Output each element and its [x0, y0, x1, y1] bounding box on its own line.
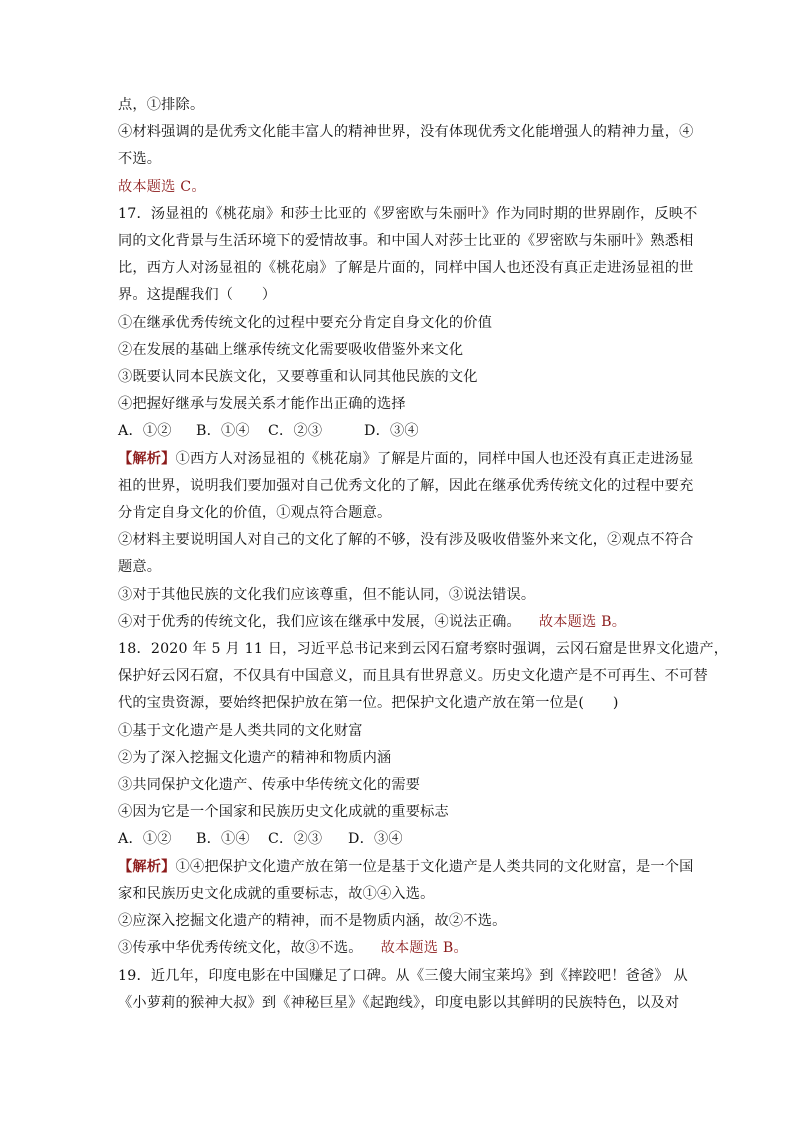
question-18-stem: 代的宝贵资源，要始终把保护放在第一位。把保护文化遗产放在第一位是( )	[118, 695, 619, 712]
question-18-statement: ②为了深入挖掘文化遗产的精神和物质内涵	[118, 749, 392, 766]
analysis-17-line: ③对于其他民族的文化我们应该尊重，但不能认同，③说法错误。	[118, 586, 536, 603]
analysis-18-line	[118, 854, 694, 881]
question-18-stem: 18．2020 年 5 月 11 日，习近平总书记来到云冈石窟考察时强调，云冈石窟是世界文化遗产，	[118, 641, 729, 658]
analysis-text: ①④把保护文化遗产放在第一位是基于文化遗产是人类共同的文化财富，是一个国	[175, 858, 694, 875]
question-17-statement: ④把握好继承与发展关系才能作出正确的选择	[118, 396, 406, 413]
analysis-18-line	[118, 935, 680, 962]
text-line: 不选。	[118, 151, 162, 168]
option-c: C．②③	[268, 423, 323, 440]
question-17-statement: ③既要认同本民族文化，又要尊重和认同其他民族的文化	[118, 369, 478, 386]
question-17-stem: 界。这提醒我们（ ）	[118, 287, 277, 304]
analysis-18-line: 家和民族历史文化成就的重要标志，故①④入选。	[118, 885, 435, 902]
question-17-statement: ②在发展的基础上继承传统文化需要吸收借鉴外来文化	[118, 341, 464, 358]
option-b: B．①④	[196, 831, 250, 848]
analysis-17-line: 祖的世界，说明我们要加强对自己优秀文化的了解，因此在继承优秀传统文化的过程中要充	[118, 477, 694, 494]
analysis-17-line: 分肯定自身文化的价值，①观点符合题意。	[118, 505, 392, 522]
question-19-stem: 19．近几年，印度电影在中国赚足了口碑。从《三傻大闹宝莱坞》到《摔跤吧！爸爸》 从	[118, 967, 688, 984]
analysis-18-line: ②应深入挖掘文化遗产的精神，而不是物质内涵，故②不选。	[118, 913, 507, 930]
question-17-stem: 17．汤显祖的《桃花扇》和莎士比亚的《罗密欧与朱丽叶》作为同时期的世界剧作，反映不	[118, 205, 698, 222]
option-b: B．①④	[196, 423, 250, 440]
analysis-17-line: 题意。	[118, 559, 162, 576]
answer-text: 故本题选 B。	[380, 940, 468, 957]
question-18-stem: 保护好云冈石窟，不仅具有中国意义，而且具有世界意义。历史文化遗产是不可再生、不可替	[118, 668, 708, 685]
answer-text: 故本题选 B。	[538, 613, 627, 630]
option-d: D．③④	[364, 423, 419, 440]
analysis-text: ④对于优秀的传统文化，我们应该在继承中发展，④说法正确。	[118, 613, 521, 630]
question-18-statement: ①基于文化遗产是人类共同的文化财富	[118, 722, 363, 739]
question-18-statement: ④因为它是一个国家和民族历史文化成就的重要标志	[118, 804, 449, 821]
text-line: 点，①排除。	[118, 97, 205, 113]
option-d: D．③④	[348, 831, 403, 848]
text-line: ④材料强调的是优秀文化能丰富人的精神世界，没有体现优秀文化能增强人的精神力量，④	[118, 124, 694, 141]
analysis-17-line	[118, 609, 680, 636]
analysis-tag: 【解析】	[118, 450, 176, 467]
question-17-stem: 比，西方人对汤显祖的《桃花扇》了解是片面的，同样中国人也还没有真正走进汤显祖的世	[118, 260, 694, 277]
question-18-statement: ③共同保护文化遗产、传承中华传统文化的需要	[118, 777, 421, 794]
option-a: A．①②	[118, 831, 172, 848]
document-page	[118, 92, 729, 1017]
analysis-17-line	[118, 446, 694, 473]
question-17-stem: 同的文化背景与生活环境下的爱情故事。和中国人对莎士比亚的《罗密欧与朱丽叶》熟悉相	[118, 233, 694, 250]
analysis-text: ③传承中华优秀传统文化，故③不选。	[118, 940, 363, 957]
question-17-statement: ①在继承优秀传统文化的过程中要充分肯定自身文化的价值	[118, 314, 493, 331]
analysis-tag: 【解析】	[118, 858, 176, 875]
option-a: A．①②	[118, 423, 172, 440]
analysis-17-line: ②材料主要说明国人对自己的文化了解的不够，没有涉及吸收借鉴外来文化，②观点不符合	[118, 532, 694, 549]
option-c: C．②③	[268, 831, 323, 848]
question-19-stem: 《小萝莉的猴神大叔》到《神秘巨星》《起跑线》，印度电影以其鲜明的民族特色，以及对	[118, 994, 680, 1011]
answer-line: 故本题选 C。	[118, 178, 206, 195]
question-18-options	[118, 826, 680, 853]
question-17-options	[118, 418, 680, 445]
analysis-text: ①西方人对汤显祖的《桃花扇》了解是片面的，同样中国人也还没有真正走进汤显	[175, 450, 694, 467]
